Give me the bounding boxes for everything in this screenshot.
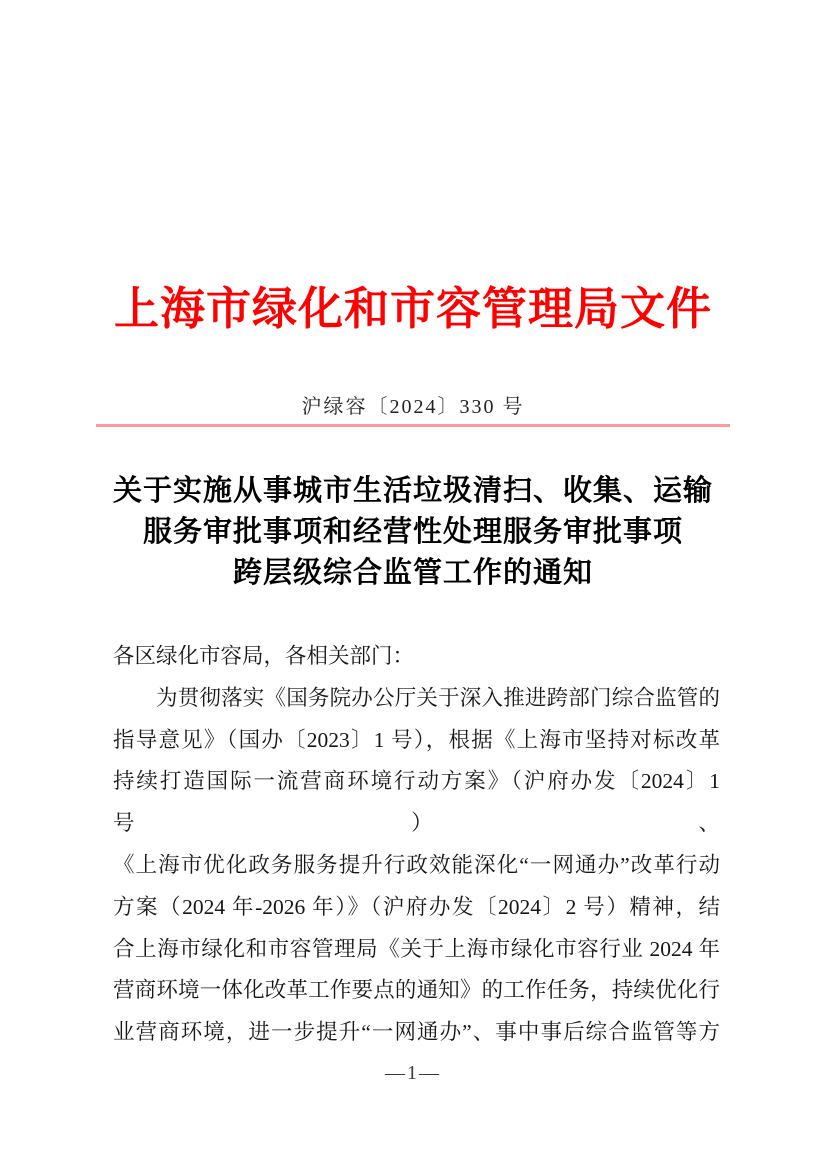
body-text-line: 方案（2024 年-2026 年）》（沪府办发〔2024〕2 号）精神，结 bbox=[113, 894, 720, 919]
body-text-line: 合上海市绿化和市容管理局《关于上海市绿化市容行业 2024 年 bbox=[113, 936, 720, 961]
red-divider-line bbox=[96, 424, 730, 427]
document-title-line-3: 跨层级综合监管工作的通知 bbox=[232, 557, 593, 589]
body-text-line: 持续打造国际一流营商环境行动方案》（沪府办发〔2024〕1 号）、 bbox=[113, 769, 720, 836]
salutation-line: 各区绿化市容局，各相关部门： bbox=[113, 644, 415, 668]
body-text-line: 为贯彻落实《国务院办公厅关于深入推进跨部门综合监管的 bbox=[156, 685, 720, 710]
body-text-line: 营商环境一体化改革工作要点的通知》的工作任务，持续优化行 bbox=[113, 978, 720, 1003]
page-number: —1— bbox=[385, 1062, 441, 1084]
document-title bbox=[0, 471, 826, 594]
document-header-red-title: 上海市绿化和市容管理局文件 bbox=[113, 284, 712, 334]
body-text-line: 业营商环境，进一步提升“一网通办”、事中事后综合监管等方 bbox=[113, 1020, 720, 1045]
document-body bbox=[113, 636, 720, 1054]
document-title-line-1: 关于实施从事城市生活垃圾清扫、收集、运输 bbox=[112, 475, 713, 507]
body-text-line: 《上海市优化政务服务提升行政效能深化“一网通办”改革行动 bbox=[113, 852, 720, 877]
body-text-line: 指导意见》（国办〔2023〕1 号），根据《上海市坚持对标改革 bbox=[113, 727, 720, 752]
document-title-line-2: 服务审批事项和经营性处理服务审批事项 bbox=[142, 516, 683, 548]
document-reference-number: 沪绿容〔2024〕330 号 bbox=[301, 396, 525, 418]
